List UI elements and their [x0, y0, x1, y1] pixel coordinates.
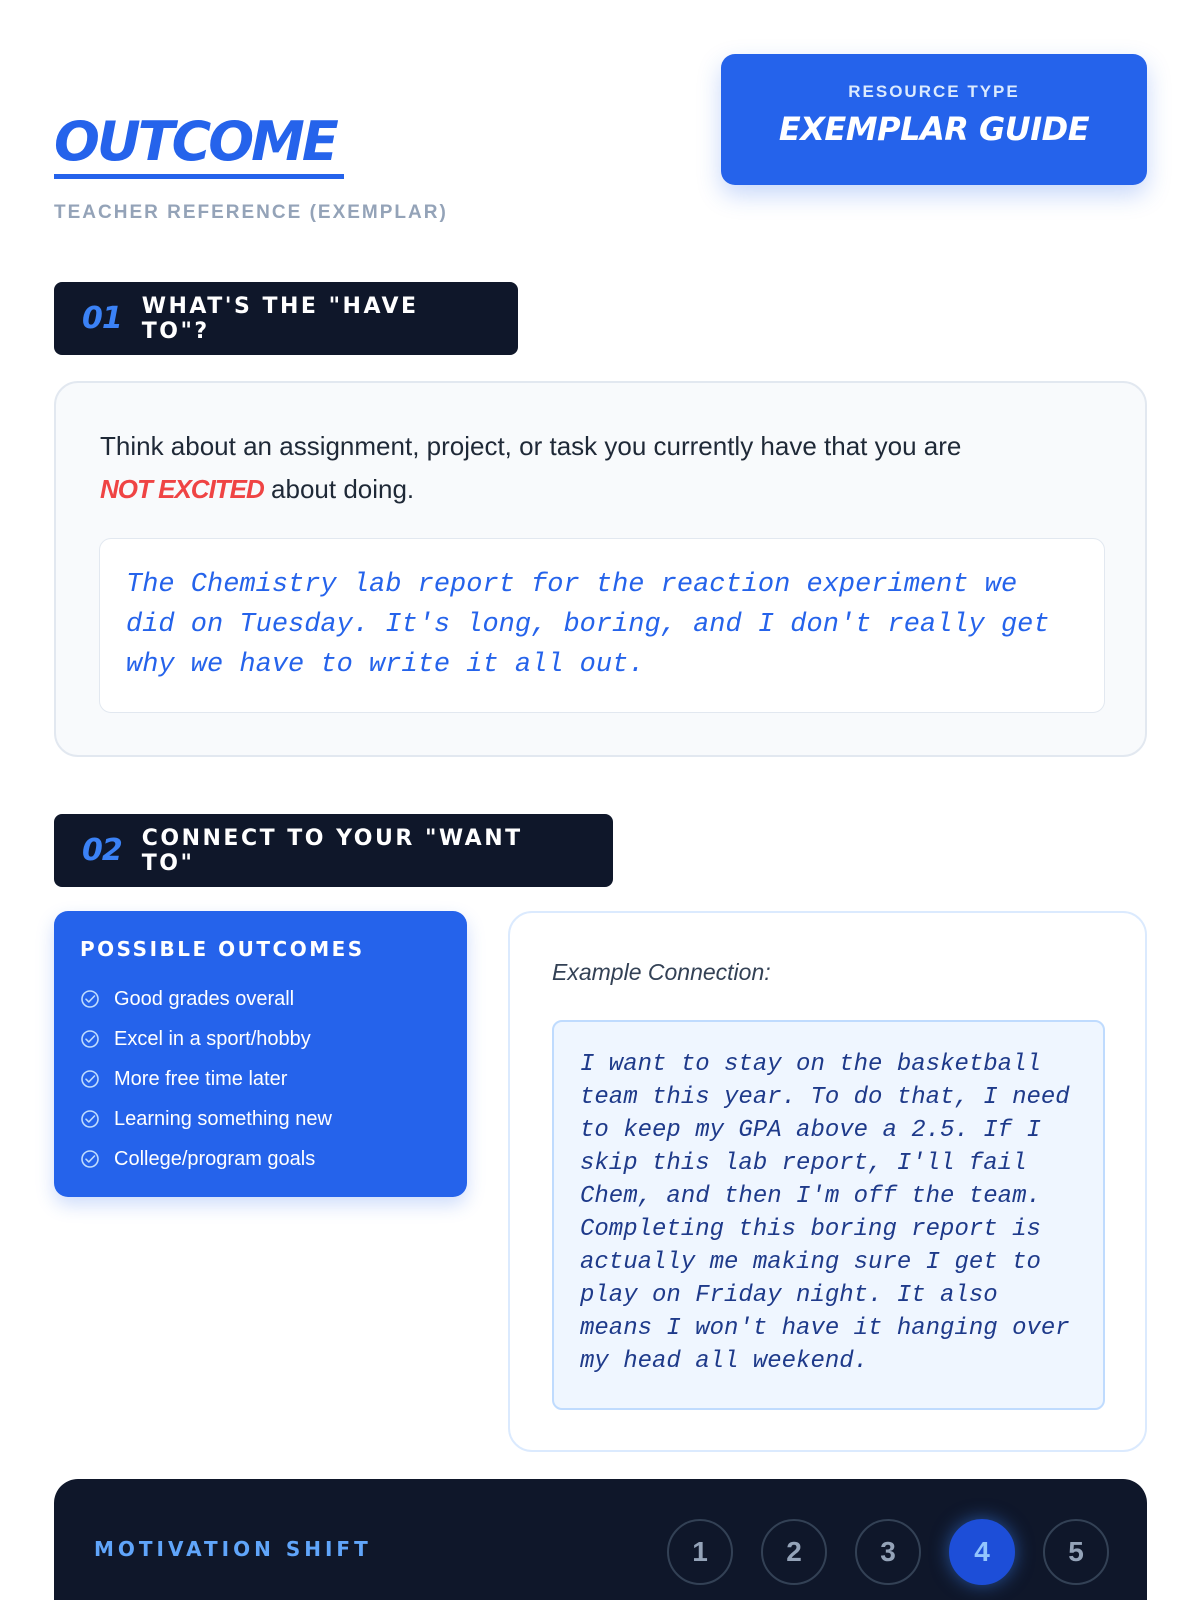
check-circle-icon: [80, 1109, 100, 1129]
motivation-rating: [667, 1519, 1109, 1585]
outcome-label: Excel in a sport/hobby: [114, 1027, 311, 1050]
check-circle-icon: [80, 1149, 100, 1169]
have-to-answer: The Chemistry lab report for the reaction experiment we did on Tuesday. It's long, boring, and I don't really get why we have to write it all out.: [99, 538, 1105, 713]
section-2-header: [54, 814, 613, 887]
possible-outcomes-card: [54, 911, 467, 1197]
have-to-card: [54, 381, 1147, 757]
rating-option-2[interactable]: 2: [761, 1519, 827, 1585]
outcome-label: Learning something new: [114, 1107, 332, 1130]
prompt-highlight: NOT EXCITED: [100, 474, 264, 504]
outcomes-title: POSSIBLE OUTCOMES: [80, 937, 365, 961]
section-1-header: [54, 282, 518, 355]
outcome-item: [80, 1139, 441, 1179]
motivation-shift-panel: [54, 1479, 1147, 1600]
resource-type-card: [721, 54, 1147, 185]
outcome-label: Good grades overall: [114, 987, 295, 1010]
title-block: [54, 110, 344, 179]
have-to-prompt: [100, 425, 1100, 511]
section-2-number: 02: [82, 833, 122, 868]
rating-option-1[interactable]: 1: [667, 1519, 733, 1585]
page-title: OUTCOME: [54, 110, 344, 179]
resource-type-value: EXEMPLAR GUIDE: [778, 110, 1090, 148]
motivation-shift-title: MOTIVATION SHIFT: [94, 1537, 372, 1561]
page-subtitle: TEACHER REFERENCE (EXEMPLAR): [54, 202, 448, 223]
prompt-text: Think about an assignment, project, or task you currently have that you are: [100, 431, 962, 461]
section-1-number: 01: [82, 301, 122, 336]
check-circle-icon: [80, 1069, 100, 1089]
outcome-item: [80, 979, 441, 1019]
outcome-item: [80, 1059, 441, 1099]
rating-option-3[interactable]: 3: [855, 1519, 921, 1585]
check-circle-icon: [80, 989, 100, 1009]
outcome-item: [80, 1019, 441, 1059]
example-connection-label: Example Connection:: [552, 959, 771, 985]
prompt-text-end: about doing.: [271, 474, 415, 504]
outcome-label: More free time later: [114, 1067, 288, 1090]
example-connection-card: [508, 911, 1147, 1452]
check-circle-icon: [80, 1029, 100, 1049]
outcome-item: [80, 1099, 441, 1139]
resource-type-label: RESOURCE TYPE: [848, 82, 1020, 101]
example-connection-answer: I want to stay on the basketball team this year. To do that, I need to keep my GPA above a 2.5. If I skip this lab report, I'll fail Chem, and then I'm off the team. Completing this boring report is actually me making sure I get to play on Friday night. It also means I won't have it hanging over my head all weekend.: [552, 1020, 1105, 1410]
rating-option-4[interactable]: 4: [949, 1519, 1015, 1585]
outcome-label: College/program goals: [114, 1147, 316, 1170]
rating-option-5[interactable]: 5: [1043, 1519, 1109, 1585]
section-1-title: WHAT'S THE "HAVE TO"?: [141, 293, 419, 344]
section-2-title: CONNECT TO YOUR "WANT TO": [141, 825, 523, 876]
